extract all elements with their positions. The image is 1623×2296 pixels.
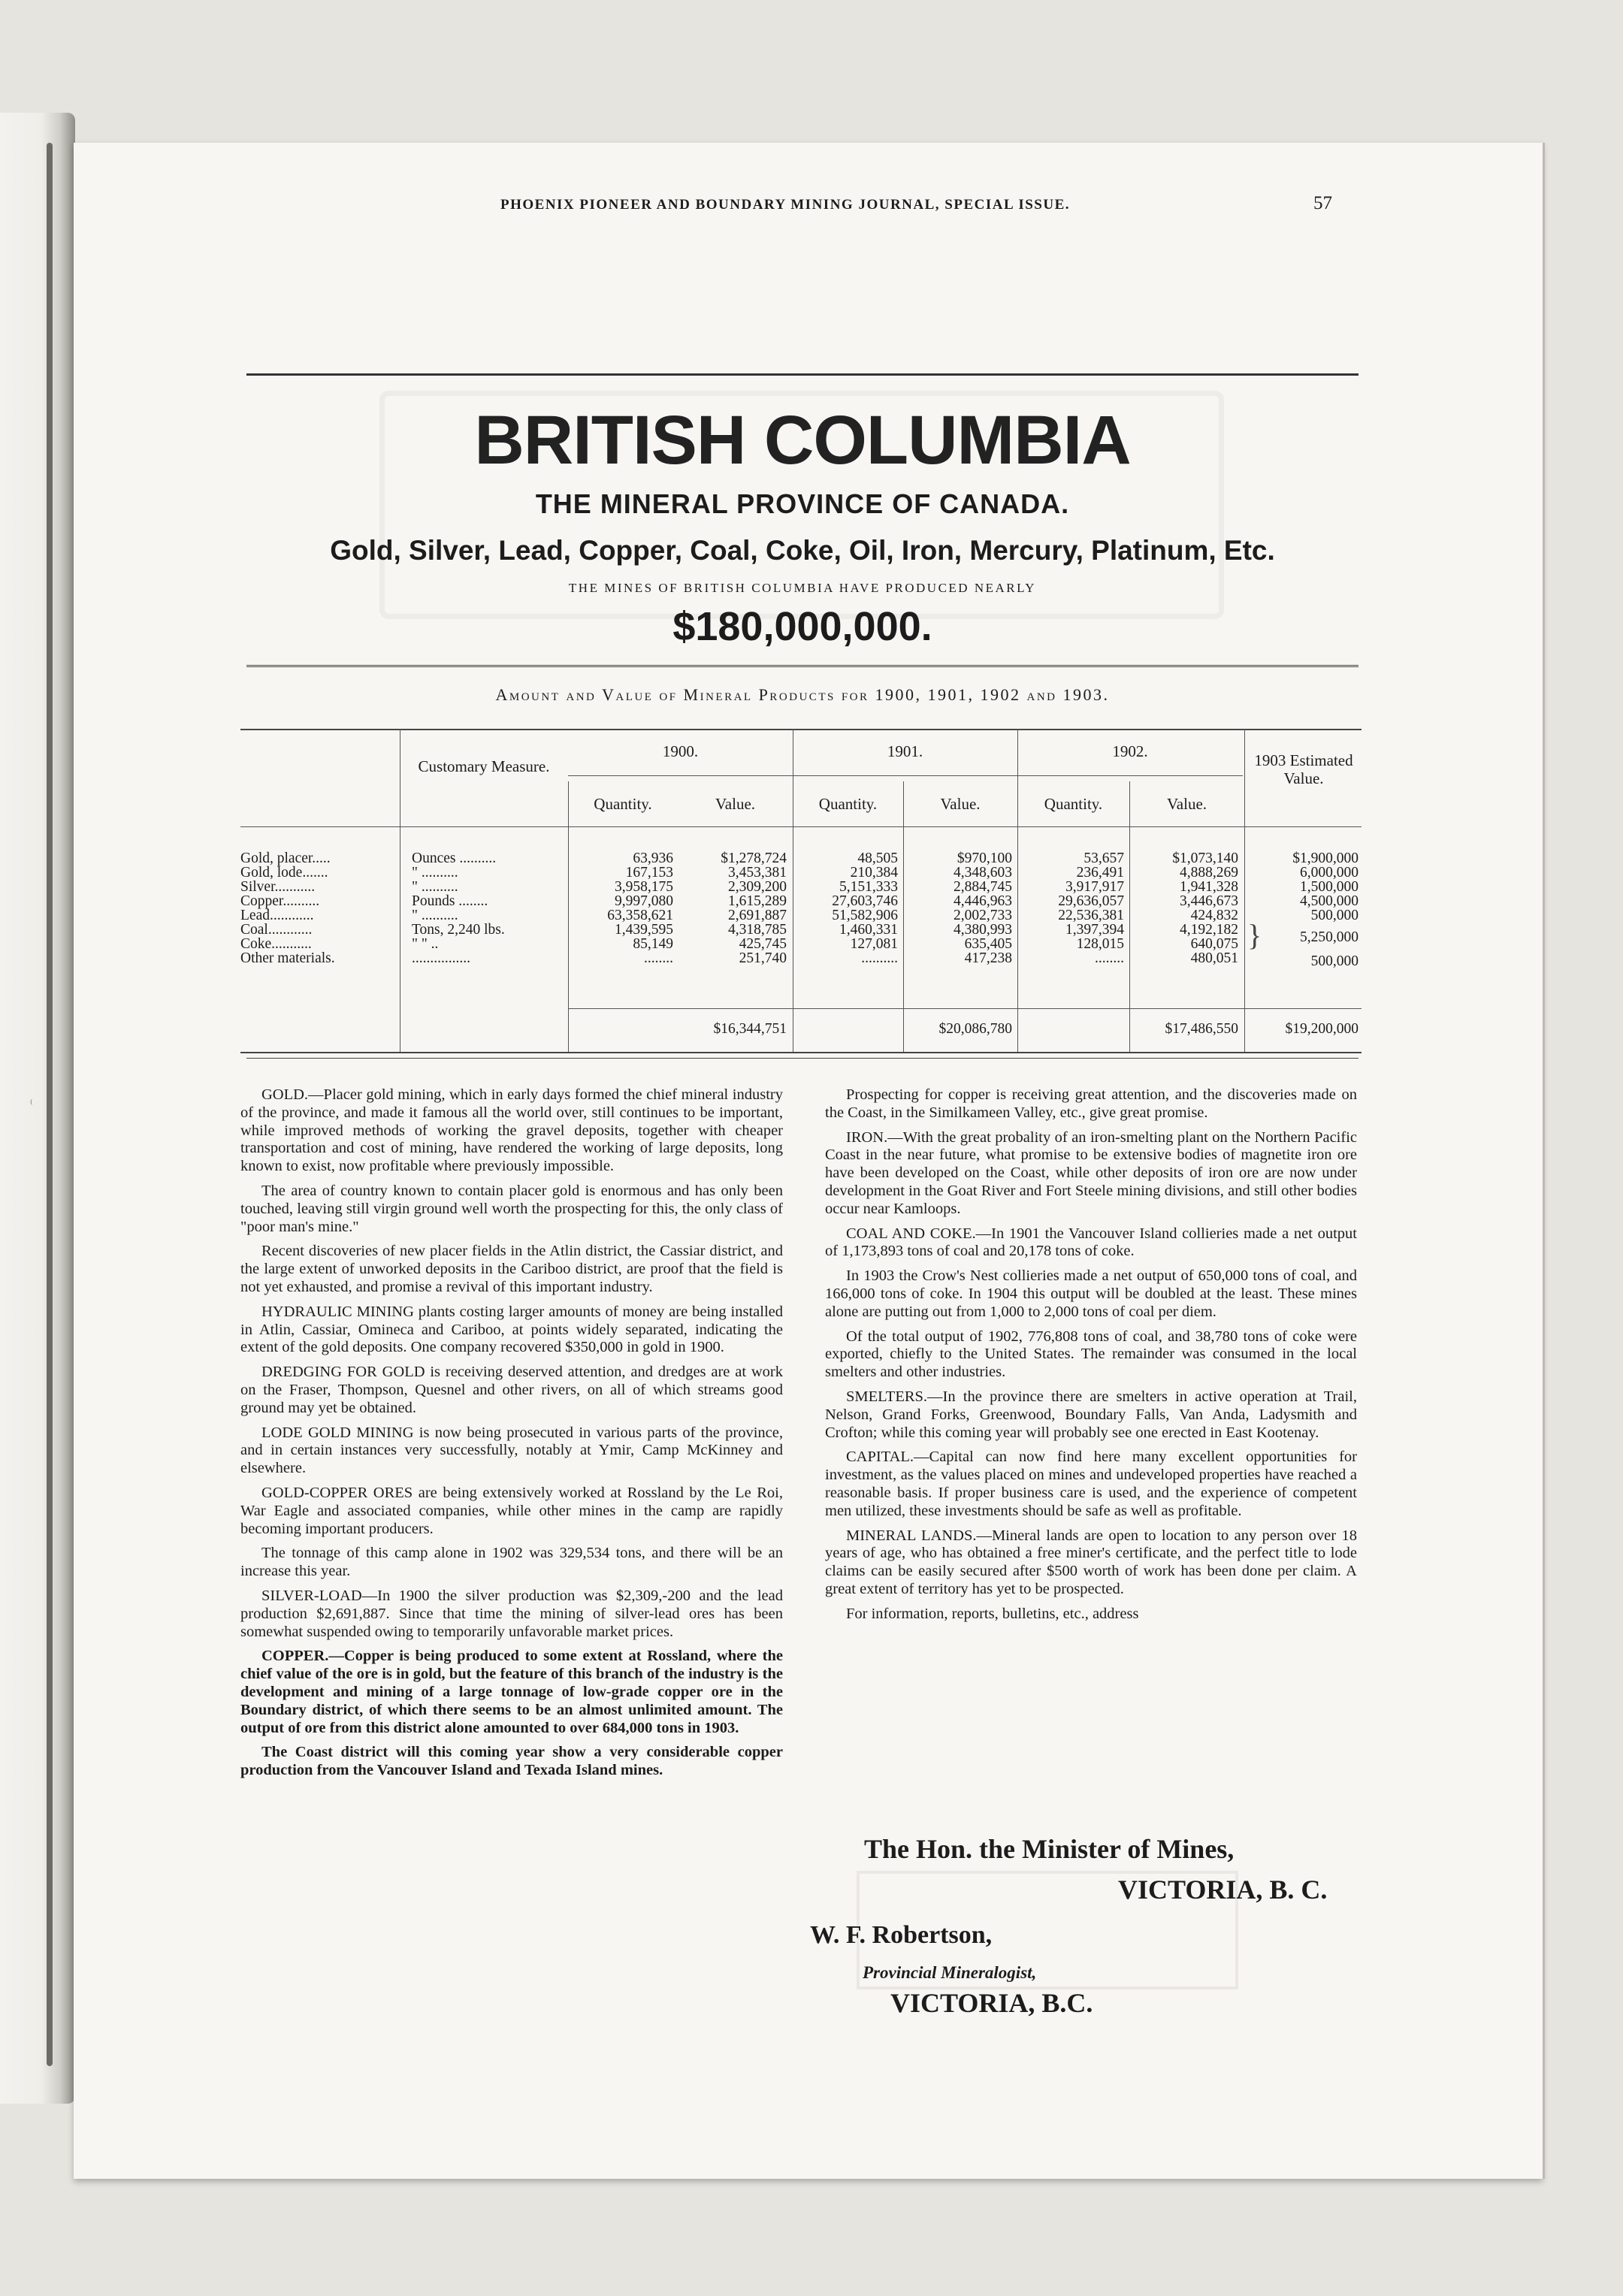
adjacent-page-edge (0, 113, 75, 2104)
paragraph: CAPITAL.—Capital can now find here many excellent opportunities for investment, as the values placed on mines and undeveloped properties have reached a reasonable basis. If proper business care is used, and the experience of competent men utilized, these investments should be safe as well as profitable. (825, 1449, 1357, 1519)
minister-city: VICTORIA, B. C. (1118, 1875, 1328, 1905)
paragraph: The area of country known to contain placer gold is enormous and has only been touched, leaving still virgin ground well worth the prospecting for this, the only class of "poor man's mine." (240, 1182, 783, 1235)
body-column-left (240, 1086, 783, 1780)
col-header-measure: Customary Measure. (418, 757, 550, 775)
paragraph: The Coast district will this coming year show a very considerable copper production from the Vancouver Island and Texada Island mines. (240, 1744, 783, 1779)
col-header-1900: 1900. (662, 742, 699, 760)
paragraph: In 1903 the Crow's Nest collieries made a net output of 650,000 tons of coal, and 166,000 tons of coke. In 1904 this output will be doubled at the least. These mines alone are putting out from 1,000 to 2,000 tons of coal per diem. (825, 1267, 1357, 1320)
mineralogist-title: Provincial Mineralogist, (863, 1963, 1037, 1982)
total-amount: $180,000,000. (672, 604, 932, 649)
col-header-quantity: Quantity. (594, 795, 652, 813)
paragraph: DREDGING FOR GOLD is receiving deserved attention, and dredges are at work on the Fraser, Thompson, Quesnel and other rivers, on all of which streams good ground may yet be obtained. (240, 1364, 783, 1416)
paragraph: COAL AND COKE.—In 1901 the Vancouver Island collieries made a net output of 1,173,893 tons of coal and 20,178 tons of coke. (825, 1225, 1357, 1260)
margin-mark: ⁽ (30, 1099, 33, 1110)
mineral-products-table: Customary Measure. 1900. 1901. 1902. 1903 Estimated Value. Quantity. Value. Quantity. Value. Quantity. Value. Gold, placer..... Ounces .......... 63,936 $1,278,724 48,505 $970,100 53,657 $1,073,140 $1,900,000 Gold, lode....... " .......... 167,153 3,453,381 210,384 4,348,603 236,491 4,888,269 6,000,000 Silver........... " .......... 3,958,175 2,309,200 5,151,333 2,884,745 3,917,917 1,941,328 1,500,000 Copper.......... Pounds ........ 9,997,080 1,615,289 27,603,746 4,446,963 29,636,057 3,446,673 4,500,000 Lead............ " .......... 63,358,621 2,691,887 51,582,906 2,002,733 22,536,381 424,832 500,000 Coal............ Tons, 2,240 lbs. 1,439,595 4,318,785 1,460,331 4,380,993 1,397,394 4,192,182 Coke........... " " .. 85,149 425,745 127,081 635,405 128,015 640,075 } 5,250,000 Other materials. ................ ........ 251,740 .......... 417,238 ........ 480,051 500,000 $16,344,751 $20,086,780 $17,486,550 $19,200,000 (240, 729, 1362, 1052)
paragraph: MINERAL LANDS.—Mineral lands are open to location to any person over 18 years of age, who has obtained a free miner's certificate, and the perfect title to lode claims can be easily secured after $500 worth of work has been done per claim. A great extent of territory has yet to be prospected. (825, 1527, 1357, 1597)
paragraph: IRON.—With the great probality of an iron-smelting plant on the Northern Pacific Coast in the near future, what promise to be extensive bodies of magnetite iron ore have been developed on the Coast, while other deposits of iron ore are now under development in the Goat River and Fort Steele mining divisions, and still other bodies occur near Kamloops. (825, 1128, 1357, 1217)
brace-icon: } (1247, 918, 1262, 952)
minerals-list: Gold, Silver, Lead, Copper, Coal, Coke, Oil, Iron, Mercury, Platinum, Etc. (330, 535, 1275, 566)
paragraph: LODE GOLD MINING is now being prosecuted in various parts of the province, and in certain instances very successfully, notably at Ymir, Camp McKinney and elsewhere. (240, 1424, 783, 1477)
col-header-quantity: Quantity. (1044, 795, 1103, 813)
col-header-value: Value. (1166, 795, 1207, 813)
subtitle: THE MINERAL PROVINCE OF CANADA. (535, 488, 1070, 519)
paragraph: HYDRAULIC MINING plants costing larger amounts of money are being installed in Atlin, Cassiar, Omineca and Cariboo, at points widely separated, indicating the extent of the gold deposits. One company recovered $350,000 in gold in 1900. (240, 1303, 783, 1356)
paragraph: The tonnage of this camp alone in 1902 was 329,534 tons, and there will be an increase this year. (240, 1545, 783, 1580)
produced-line: THE MINES OF BRITISH COLUMBIA HAVE PRODUCED NEARLY (568, 581, 1037, 595)
col-header-value: Value. (940, 795, 981, 813)
page-number: 57 (1313, 193, 1332, 213)
paragraph: Recent discoveries of new placer fields in the Atlin district, the Cassiar district, and the large extent of unworked deposits in the Cariboo district, are proof that the field is not yet exhausted, and promise a revival of this important industry. (240, 1243, 783, 1295)
page-title: BRITISH COLUMBIA (474, 402, 1131, 479)
running-head: PHOENIX PIONEER AND BOUNDARY MINING JOURNAL, SPECIAL ISSUE. (500, 197, 1071, 213)
paragraph: Of the total output of 1902, 776,808 tons of coal, and 38,780 tons of coke were exported, chiefly to the United States. The remainder was consumed in the local smelters and other industries. (825, 1328, 1357, 1381)
paragraph: GOLD-COPPER ORES are being extensively worked at Rossland by the Le Roi, War Eagle and associated companies, while other mines in the camp are rapidly becoming important producers. (240, 1484, 783, 1537)
minister-address: The Hon. the Minister of Mines, (864, 1834, 1235, 1864)
paragraph: For information, reports, bulletins, etc., address (846, 1605, 1139, 1622)
paragraph: GOLD.—Placer gold mining, which in early days formed the chief mineral industry of the province, and made it famous all the world over, still continues to be important, while improved methods of working the gravel deposits, together with cheaper transportation and cost of mining, have rendered the working of large deposits, long known to exist, now profitable where previously impossible. (240, 1086, 783, 1175)
table-bottom-rule (246, 1058, 1359, 1059)
col-header-quantity: Quantity. (818, 795, 878, 813)
body-column-right (825, 1086, 1357, 1624)
paragraph: Prospecting for copper is receiving great attention, and the discoveries made on the Coast, in the Similkameen Valley, etc., give great promise. (825, 1086, 1357, 1121)
table-caption: Amount and Value of Mineral Products for 1900, 1901, 1902 and 1903. (495, 685, 1110, 704)
col-header-1902: 1902. (1112, 742, 1148, 760)
title-rule (246, 665, 1359, 667)
header-rule (246, 373, 1359, 376)
mineralogist-name: W. F. Robertson, (810, 1921, 993, 1949)
paragraph: COPPER.—Copper is being produced to some extent at Rossland, where the chief value of the ore is in gold, but the feature of this branch of the industry is the development and mining of a large tonnage of low-grade copper ore in the Boundary district, of which there seems to be an almost unlimited amount. The output of ore from this district alone amounted to over 684,000 tons in 1903. (240, 1648, 783, 1736)
coal-coke-estimate: 5,250,000 (1300, 929, 1359, 945)
col-header-value: Value. (715, 795, 756, 813)
mineralogist-city: VICTORIA, B.C. (890, 1988, 1093, 2018)
paragraph: SMELTERS.—In the province there are smelters in active operation at Trail, Nelson, Grand Forks, Greenwood, Boundary Falls, Van Anda, Ladysmith and Crofton; while this coming year will probably see one erected in East Kootenay. (825, 1388, 1357, 1441)
col-header-1901: 1901. (887, 742, 923, 760)
col-header-1903: 1903 Estimated Value. (1254, 751, 1353, 788)
paragraph: SILVER-LOAD—In 1900 the silver production was $2,309,-200 and the lead production $2,691,887. Since that time the mining of silver-lead ores has been somewhat suspended owing to temporarily unfavorable market prices. (240, 1587, 783, 1640)
